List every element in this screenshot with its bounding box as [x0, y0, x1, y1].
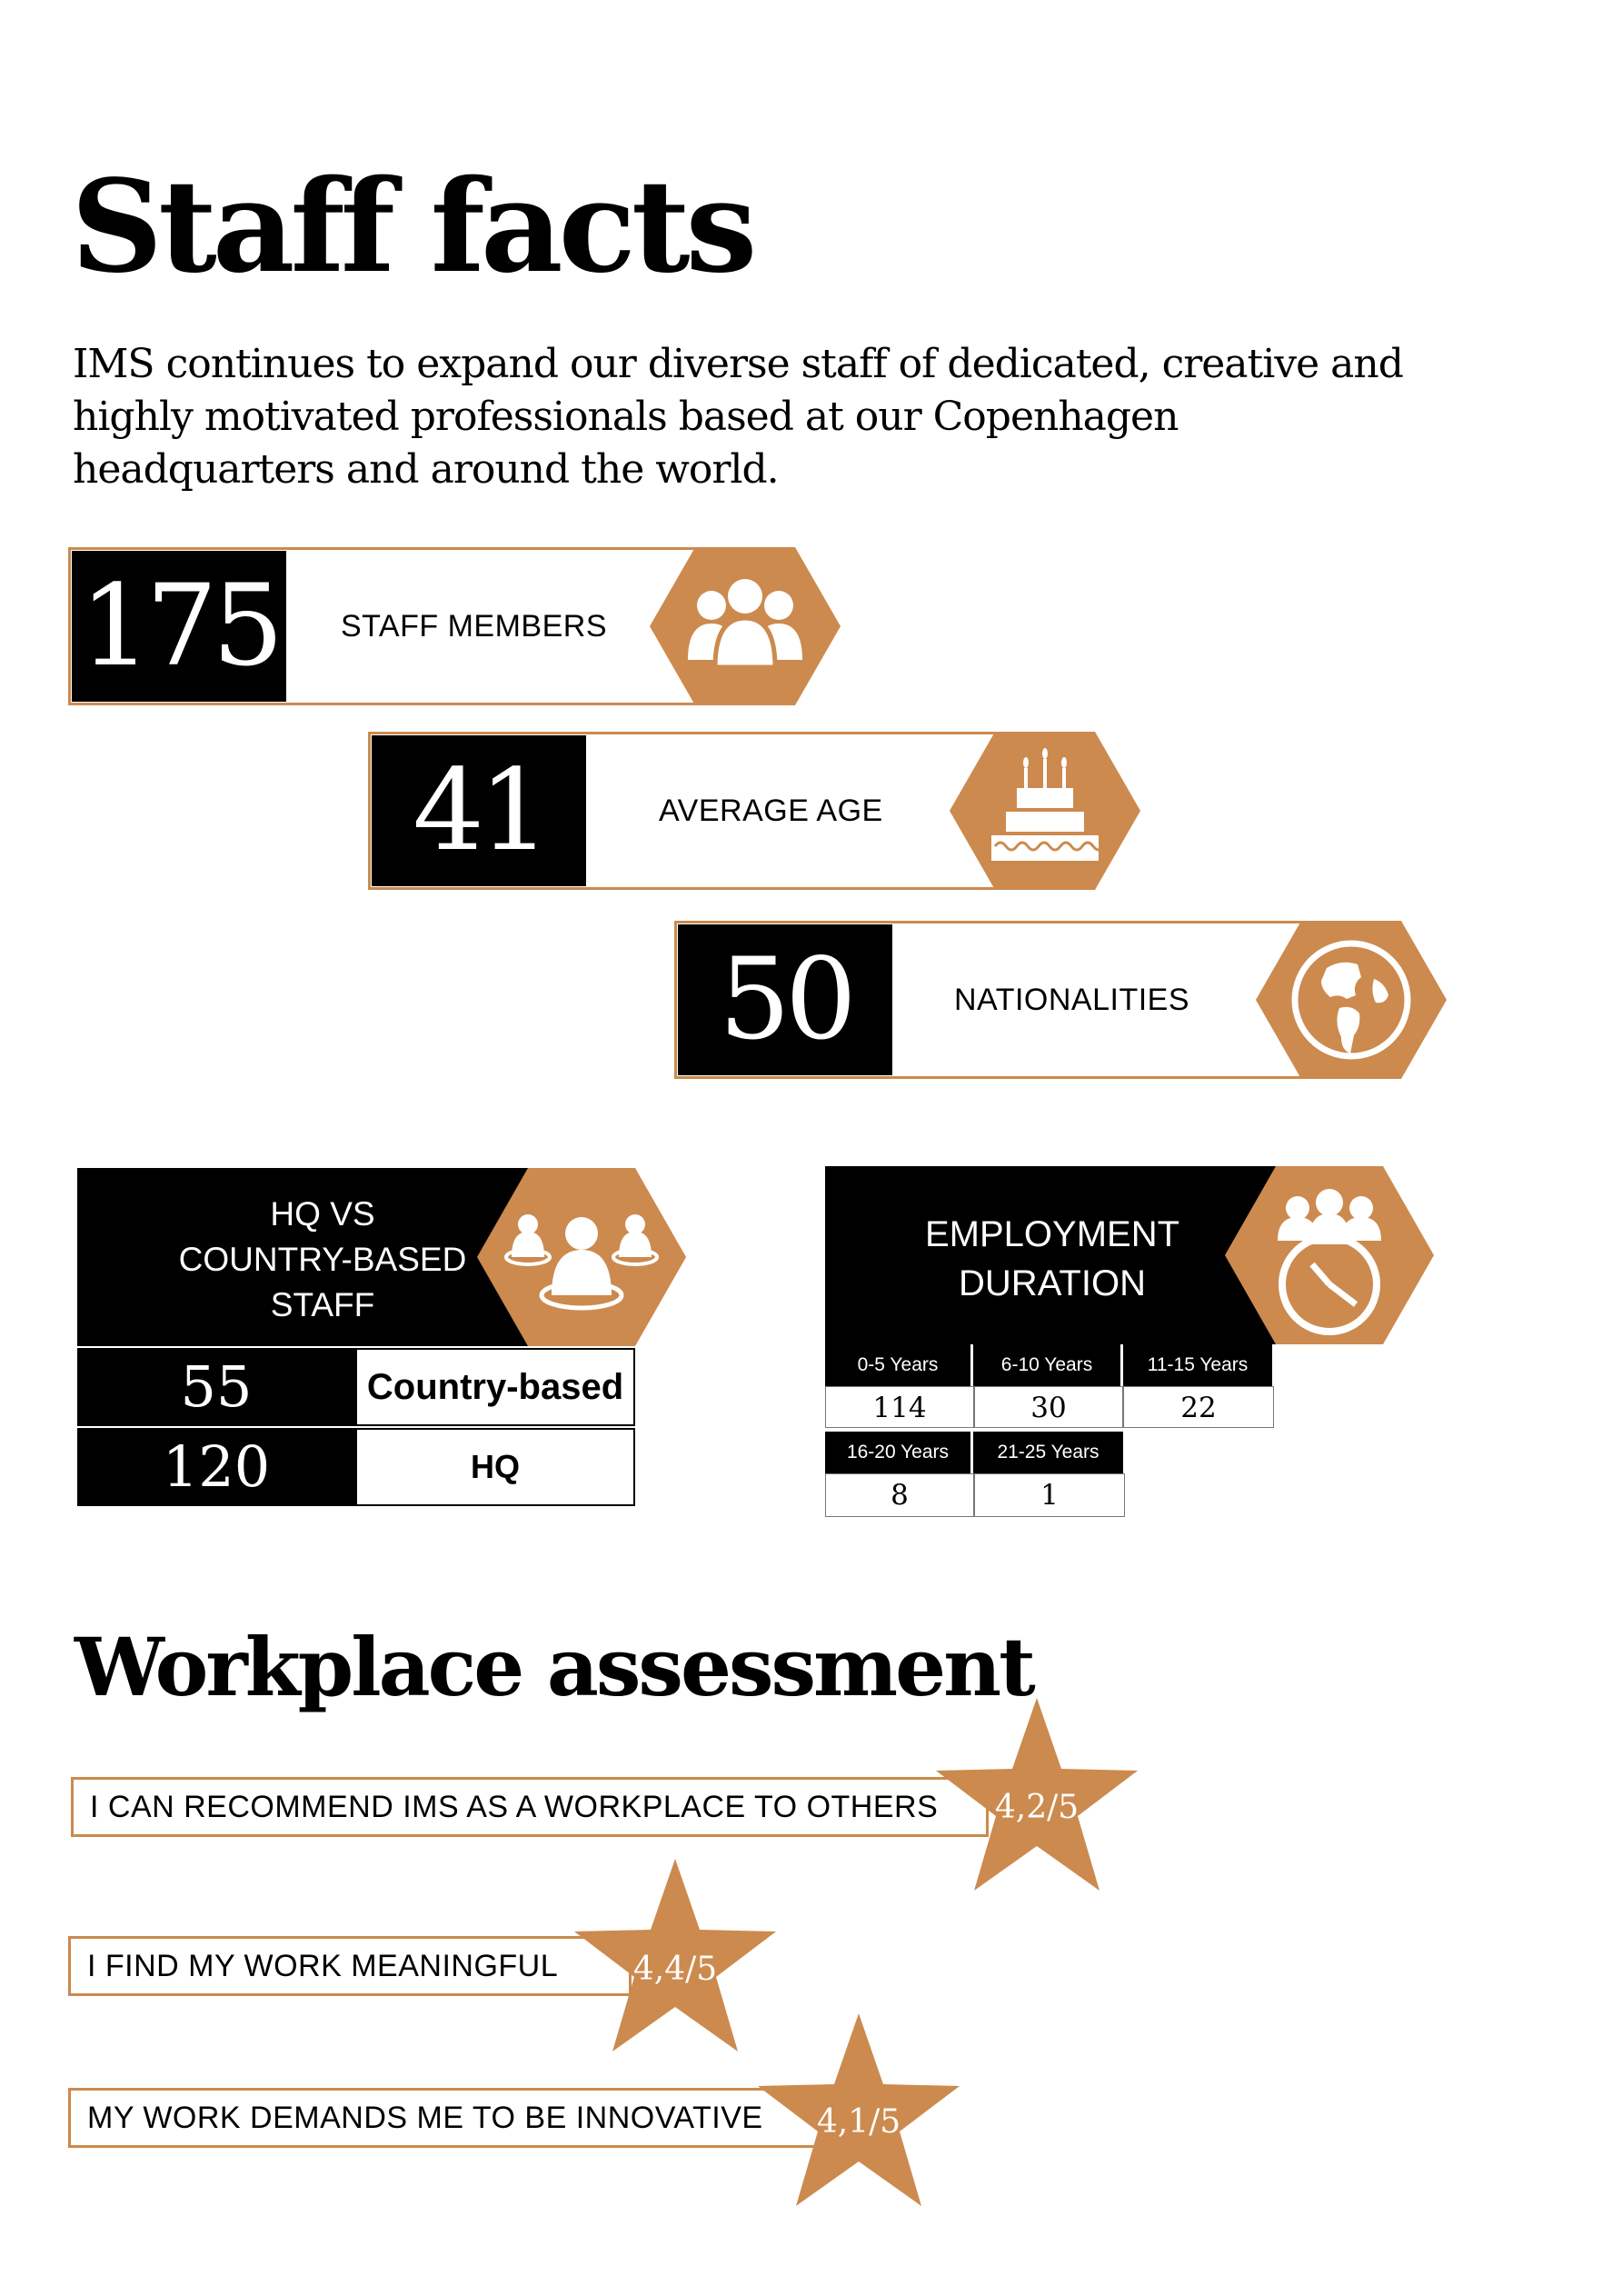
- workplace-title: Workplace assessment: [75, 1620, 1033, 1714]
- assessment-bar-innovative: [68, 2088, 831, 2148]
- hq-vs-country-box: [77, 1168, 686, 1513]
- people-clock-icon: [1225, 1166, 1434, 1344]
- assessment-statement: I CAN RECOMMEND IMS AS A WORKPLACE TO OTHERS: [90, 1790, 939, 1824]
- duration-label-0-5: 0-5 Years: [825, 1344, 970, 1386]
- employment-duration-box: [825, 1166, 1388, 1521]
- country-based-value: 55: [77, 1348, 355, 1426]
- duration-value-11-15: 22: [1123, 1386, 1274, 1428]
- hq-heading-line-2: COUNTRY-BASED: [178, 1241, 467, 1278]
- assessment-score: 4,2/5: [994, 1789, 1080, 1826]
- stat-average-age: [368, 732, 1140, 890]
- hq-heading-line-3: STAFF: [270, 1286, 375, 1323]
- duration-label-16-20: 16-20 Years: [825, 1432, 970, 1473]
- hq-value: 120: [77, 1428, 355, 1506]
- globe-icon: [1256, 921, 1447, 1079]
- assessment-statement: I FIND MY WORK MEANINGFUL: [87, 1949, 559, 1983]
- hq-heading-line-1: HQ VS: [270, 1195, 375, 1233]
- country-based-label: Country-based: [355, 1348, 635, 1426]
- hq-label: HQ: [355, 1428, 635, 1506]
- stat-label: STAFF MEMBERS: [341, 609, 607, 644]
- employment-heading-line-1: EMPLOYMENT: [924, 1214, 1180, 1254]
- duration-value-6-10: 30: [974, 1386, 1123, 1428]
- duration-label-21-25: 21-25 Years: [973, 1432, 1123, 1473]
- stat-staff-members: [68, 547, 841, 705]
- assessment-score: 4,1/5: [816, 2103, 901, 2141]
- assessment-bar-recommend: [71, 1777, 989, 1837]
- assessment-statement: MY WORK DEMANDS ME TO BE INNOVATIVE: [87, 2101, 763, 2135]
- duration-label-6-10: 6-10 Years: [973, 1344, 1120, 1386]
- employment-heading-line-2: DURATION: [959, 1263, 1146, 1303]
- assessment-bar-meaningful: [68, 1936, 632, 1996]
- stat-value: 50: [678, 924, 892, 1075]
- intro-text: IMS continues to expand our diverse staff of dedicated, creative and highly motivated professionals based at our Copenhagen headquarters and around the world.: [73, 341, 1403, 493]
- duration-value-0-5: 114: [825, 1386, 974, 1428]
- stat-value: 175: [72, 551, 286, 702]
- duration-value-16-20: 8: [825, 1473, 974, 1517]
- assessment-score: 4,4/5: [632, 1951, 718, 1988]
- birthday-cake-icon: [950, 732, 1140, 890]
- page-title: Staff facts: [71, 153, 753, 302]
- stat-value: 41: [372, 735, 586, 886]
- stat-nationalities: [674, 921, 1447, 1079]
- stat-label: AVERAGE AGE: [659, 794, 883, 828]
- distributed-people-icon: [477, 1168, 686, 1346]
- people-group-icon: [650, 547, 841, 705]
- duration-label-11-15: 11-15 Years: [1123, 1344, 1272, 1386]
- stat-label: NATIONALITIES: [954, 983, 1190, 1017]
- duration-value-21-25: 1: [974, 1473, 1125, 1517]
